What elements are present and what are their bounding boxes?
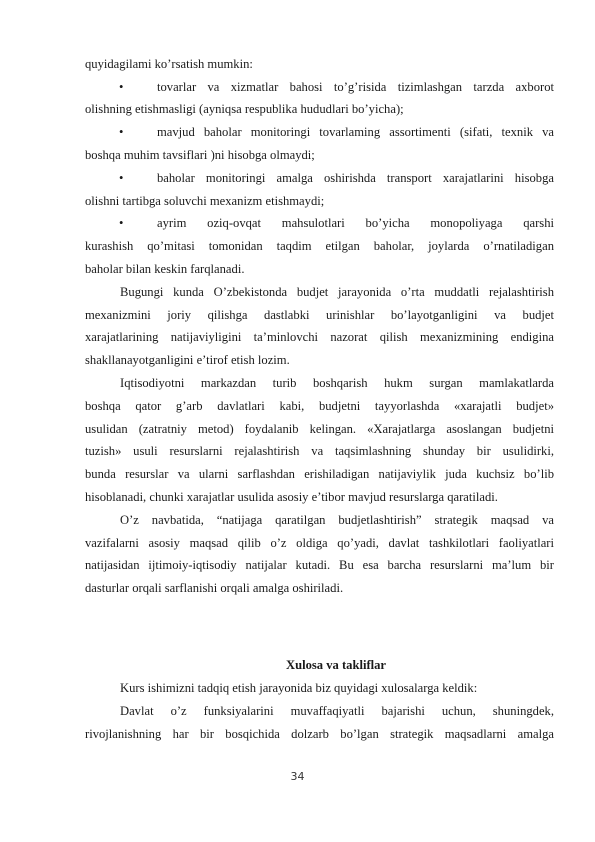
text-line: boshqa muhim tavsiflari )ni hisobga olmaydi;: [85, 148, 315, 162]
text-line: kurashish qo’mitasi tomonidan taqdim etilgan baholar, joylarda o’rnatiladigan: [85, 239, 554, 253]
text-line: quyidagilami ko’rsatish mumkin:: [85, 57, 253, 71]
bullet-item-line: baholar monitoringi amalga oshirishda transport xarajatlarini hisobga: [157, 171, 554, 185]
text-line: dasturlar orqali sarflanishi orqali amalga oshiriladi.: [85, 581, 344, 595]
text-line: tuzish» usuli resurslarni rejalashtirish va taqsimlashning shunday bir usulidirki,: [85, 444, 554, 458]
bullet-item-line: ayrim oziq-ovqat mahsulotlari bo’yicha monopoliyaga qarshi: [157, 216, 554, 230]
text-line: natijasidan ijtimoiy-iqtisodiy natijalar kutadi. Bu esa barcha resurslarni ma’lum bir: [85, 558, 554, 572]
text-line: olishni tartibga soluvchi mexanizm etishmaydi;: [85, 194, 325, 208]
bullet-item-line: mavjud baholar monitoringi tovarlaming assortimenti (sifati, texnik va: [157, 125, 554, 139]
text-line: vazifalarni asosiy maqsad qilib o’z oldiga qo’yadi, davlat tashkilotlari faoliyatlari: [85, 536, 554, 550]
page-number: 34: [290, 770, 305, 783]
text-line: hisoblanadi, chunki xarajatlar usulida asosiy e’tibor mavjud resurslarga qaratiladi.: [85, 490, 498, 504]
bullet-item-line: tovarlar va xizmatlar bahosi to’g’risida tizimlashgan tarzda axborot: [157, 80, 554, 94]
bullet-icon: •: [119, 80, 124, 94]
bullet-icon: •: [119, 216, 124, 230]
text-line: shakllanayotganligini e’tirof etish lozim.: [85, 353, 290, 367]
text-line: baholar bilan keskin farqlanadi.: [85, 262, 245, 276]
text-line: mexanizmini joriy qilishga dastlabki urinishlar bo’layotganligini va budjet: [85, 308, 554, 322]
paragraph-first-line: Kurs ishimizni tadqiq etish jarayonida biz quyidagi xulosalarga keldik:: [120, 681, 478, 695]
bullet-icon: •: [119, 125, 124, 139]
bullet-icon: •: [119, 171, 124, 185]
text-line: rivojlanishning har bir bosqichida dolzarb bo’lgan strategik maqsadlarni amalga: [85, 727, 554, 741]
paragraph-first-line: O’z navbatida, “natijaga qaratilgan budjetlashtirish” strategik maqsad va: [120, 513, 554, 527]
text-line: xarajatlarining natijaviyligini ta’minlovchi nazorat qilish mexanizmining endigina: [85, 330, 554, 344]
paragraph-first-line: Bugungi kunda O’zbekistonda budjet jarayonida o’rta muddatli rejalashtirish: [120, 285, 554, 299]
section-heading: Xulosa va takliflar: [285, 658, 387, 672]
text-line: bunda resurslar va ularni sarflashdan erishiladigan natijaviylik juda kuchsiz bo’lib: [85, 467, 554, 481]
paragraph-first-line: Iqtisodiyotni markazdan turib boshqarish hukm surgan mamlakatlarda: [120, 376, 554, 390]
text-line: boshqa qator g’arb davlatlari kabi, budjetni tayyorlashda «xarajatli budjet»: [85, 399, 554, 413]
paragraph-first-line: Davlat o’z funksiyalarini muvaffaqiyatli bajarishi uchun, shuningdek,: [120, 704, 554, 718]
text-line: usulidan (zatratniy metod) foydalanib kelingan. «Xarajatlarga asoslangan budjetni: [85, 422, 554, 436]
text-line: olishning etishmasligi (ayniqsa respublika hududlari bo’yicha);: [85, 102, 404, 116]
